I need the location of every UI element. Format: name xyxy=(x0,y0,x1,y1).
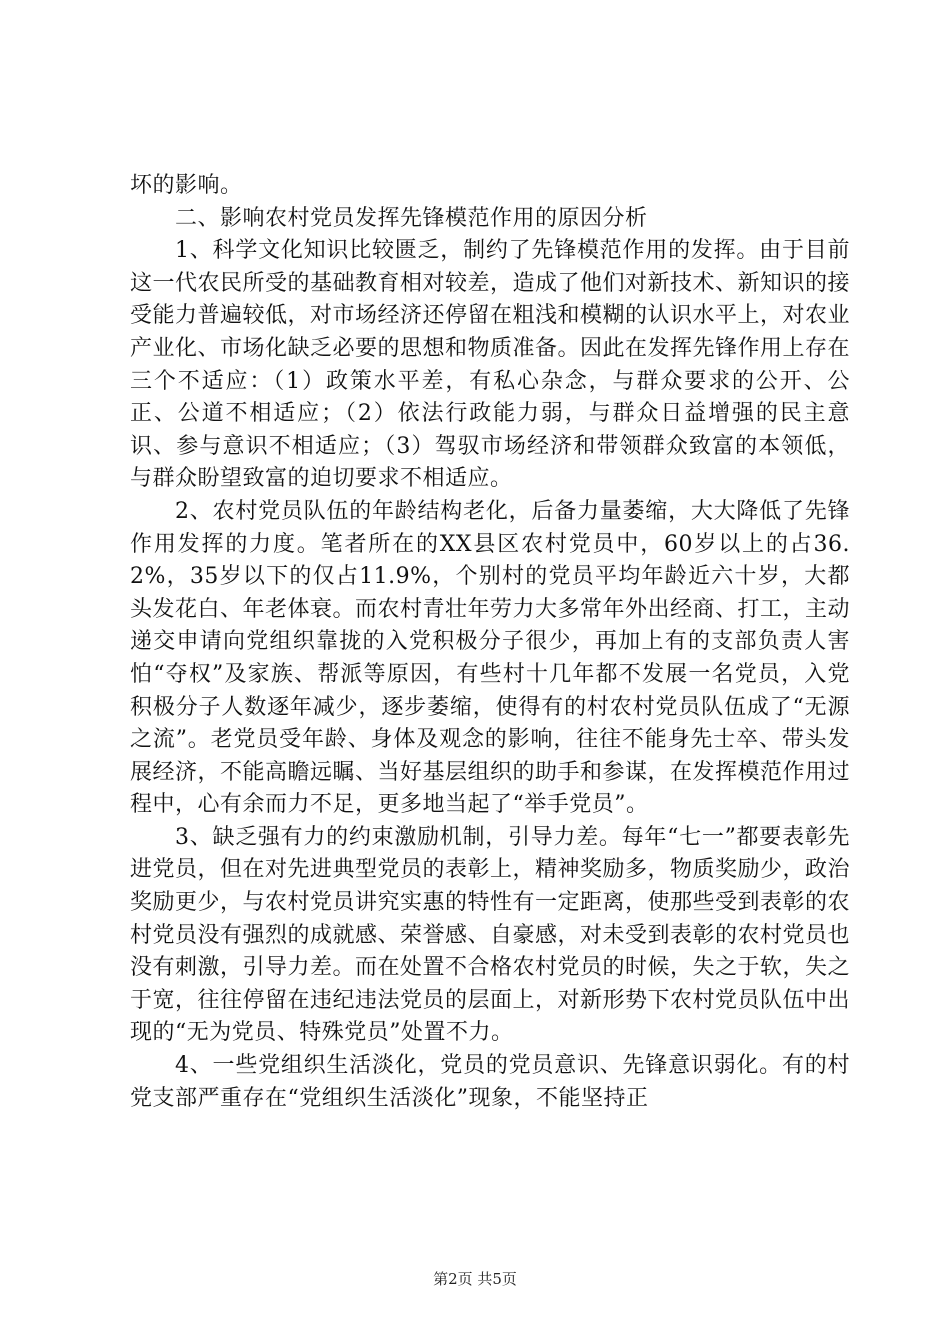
paragraph-2: 2、农村党员队伍的年龄结构老化，后备力量萎缩，大大降低了先锋作用发挥的力度。笔者所在的XX县区农村党员中，60岁以上的占36.2%，35岁以下的仅占11.9%，个别村的党员平均年龄近六十岁，大都头发花白、年老体衰。而农村青壮年劳力大多常年外出经商、打工，主动递交申请向党组织靠拢的入党积极分子很少，再加上有的支部负责人害怕“夺权”及家族、帮派等原因，有些村十几年都不发展一名党员，入党积极分子人数逐年减少，逐步萎缩，使得有的村农村党员队伍成了“无源之流”。老党员受年龄、身体及观念的影响，往往不能身先士卒、带头发展经济，不能高瞻远瞩、当好基层组织的助手和参谋，在发挥模范作用过程中，心有余而力不足，更多地当起了“举手党员”。 xyxy=(130,498,851,818)
paragraph-4: 4、一些党组织生活淡化，党员的党员意识、先锋意识弱化。有的村党支部严重存在“党组织生活淡化”现象，不能坚持正 xyxy=(130,1053,850,1111)
paragraph-3: 3、缺乏强有力的约束激励机制，引导力差。每年“七一”都要表彰先进党员，但在对先进典型党员的表彰上，精神奖励多，物质奖励少，政治奖励更少，与农村党员讲究实惠的特性有一定距离，使那些受到表彰的农村党员没有强烈的成就感、荣誉感、自豪感，对未受到表彰的农村党员也没有刺激，引导力差。而在处置不合格农村党员的时候，失之于软，失之于宽，往往停留在违纪违法党员的层面上，对新形势下农村党员队伍中出现的“无为党员、特殊党员”处置不力。 xyxy=(130,824,851,1046)
paragraph-1: 1、科学文化知识比较匮乏，制约了先锋模范作用的发挥。由于目前这一代农民所受的基础教育相对较差，造成了他们对新技术、新知识的接受能力普遍较低，对市场经济还停留在粗浅和模糊的认识水平上，对农业产业化、市场化缺乏必要的思想和物质准备。因此在发挥先锋作用上存在三个不适应：（1）政策水平差，有私心杂念，与群众要求的公开、公正、公道不相适应；（2）依法行政能力弱，与群众日益增强的民主意识、参与意识不相适应；（3）驾驭市场经济和带领群众致富的本领低，与群众盼望致富的迫切要求不相适应。 xyxy=(130,238,851,492)
page-footer: 第2页 共5页 xyxy=(433,1270,517,1288)
section-heading: 二、影响农村党员发挥先锋模范作用的原因分析 xyxy=(175,205,648,231)
document-body xyxy=(130,170,850,1115)
paragraph-continuation: 坏的影响。 xyxy=(130,173,243,198)
